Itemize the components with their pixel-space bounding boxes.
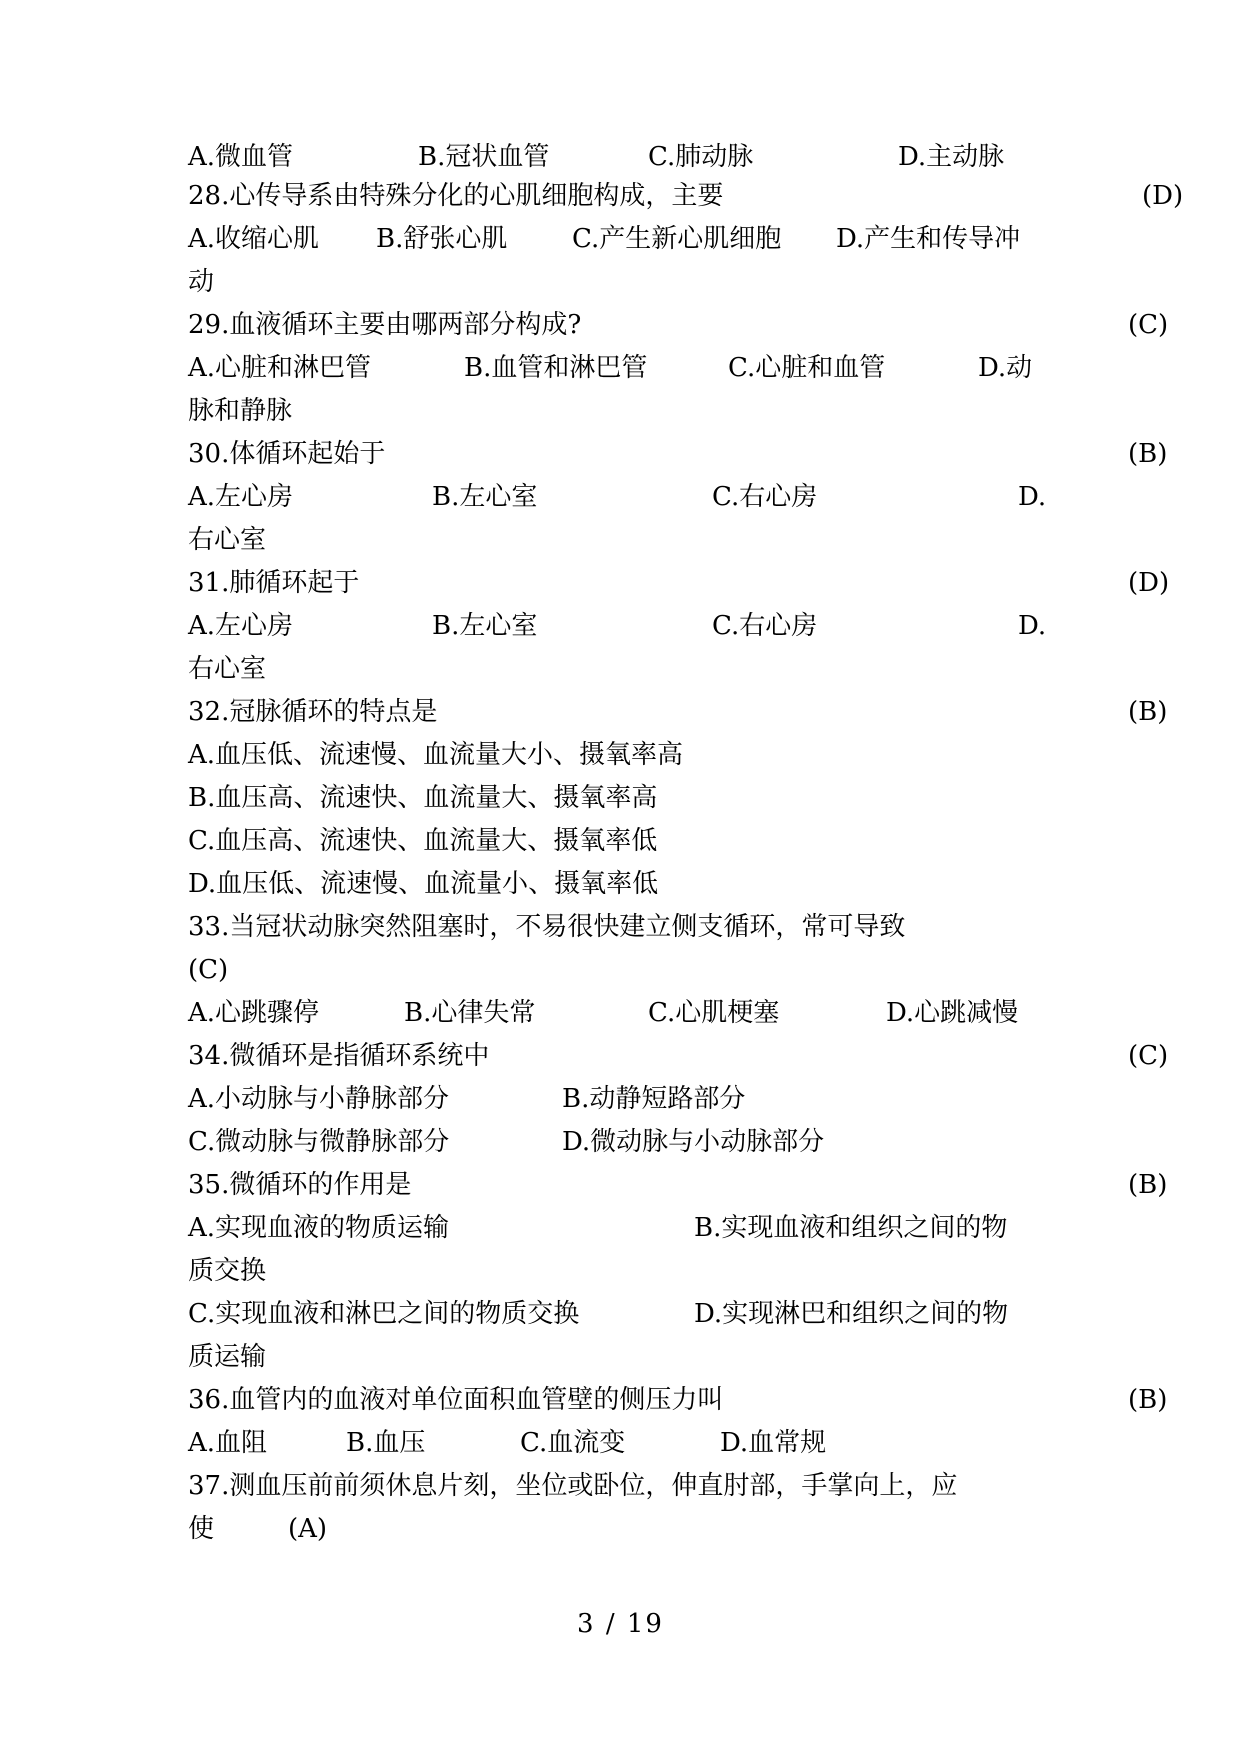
option-b: B.左心室	[432, 611, 538, 641]
question-30	[188, 434, 1058, 474]
question-text: 37.测血压前前须休息片刻，坐位或卧位，伸直肘部，手掌向上，应	[188, 1471, 958, 1501]
answer-31: (D)	[1128, 568, 1170, 598]
option-continuation	[188, 1251, 1058, 1291]
option-continuation	[188, 391, 1058, 431]
option-b	[188, 778, 1058, 818]
option-row	[188, 477, 1058, 517]
continuation-text: 使	[188, 1514, 215, 1544]
answer-28: (D)	[1142, 181, 1184, 211]
question-text: 36.血管内的血液对单位面积血管壁的侧压力叫	[188, 1385, 724, 1415]
option-b: B.动静短路部分	[562, 1084, 746, 1114]
option-b: B.舒张心肌	[376, 224, 508, 254]
option-d	[188, 864, 1058, 904]
option-a: A.心脏和淋巴管	[188, 353, 372, 383]
option-d: D.微动脉与小动脉部分	[562, 1127, 825, 1157]
option-text: A.血压低、流速慢、血流量大小、摄氧率高	[188, 740, 684, 770]
option-c: C.心肌梗塞	[648, 998, 780, 1028]
option-continuation	[188, 649, 1058, 689]
question-28	[188, 176, 1058, 216]
answer-33: (C)	[188, 955, 229, 985]
answer-35: (B)	[1128, 1170, 1168, 1200]
option-a: A.小动脉与小静脉部分	[188, 1084, 450, 1114]
option-row	[188, 137, 1058, 177]
option-a: A.心跳骤停	[188, 998, 320, 1028]
option-a: A.实现血液的物质运输	[188, 1213, 450, 1243]
answer-37: (A)	[288, 1514, 328, 1544]
question-text: 30.体循环起始于	[188, 439, 386, 469]
question-text: 33.当冠状动脉突然阻塞时，不易很快建立侧支循环，常可导致	[188, 912, 906, 942]
question-36	[188, 1380, 1058, 1420]
continuation-text: 右心室	[188, 654, 267, 684]
option-text: D.血压低、流速慢、血流量小、摄氧率低	[188, 869, 659, 899]
question-text: 28.心传导系由特殊分化的心肌细胞构成，主要	[188, 181, 724, 211]
option-c: C.产生新心肌细胞	[572, 224, 782, 254]
option-continuation	[188, 1337, 1058, 1377]
question-text: 29.血液循环主要由哪两部分构成?	[188, 310, 582, 340]
continuation-text: 脉和静脉	[188, 396, 293, 426]
option-a: A.血阻	[188, 1428, 268, 1458]
continuation-text: 质运输	[188, 1342, 267, 1372]
page-number: 3 / 19	[577, 1609, 664, 1639]
question-31	[188, 563, 1058, 603]
question-continuation	[188, 1509, 1058, 1549]
option-b: B.心律失常	[404, 998, 536, 1028]
question-continuation	[188, 950, 1058, 990]
option-d: D.实现淋巴和组织之间的物	[694, 1299, 1009, 1329]
option-c: C.微动脉与微静脉部分	[188, 1127, 450, 1157]
question-37	[188, 1466, 1058, 1506]
option-c: C.心脏和血管	[728, 353, 886, 383]
option-b: B.血压	[346, 1428, 426, 1458]
option-row	[188, 1423, 1058, 1463]
option-text: B.血压高、流速快、血流量大、摄氧率高	[188, 783, 658, 813]
answer-30: (B)	[1128, 439, 1168, 469]
option-row	[188, 348, 1058, 388]
question-34	[188, 1036, 1058, 1076]
option-row	[188, 1122, 1058, 1162]
option-c: C.实现血液和淋巴之间的物质交换	[188, 1299, 580, 1329]
option-c: C.血流变	[520, 1428, 626, 1458]
question-35	[188, 1165, 1058, 1205]
option-d: D.血常规	[720, 1428, 827, 1458]
option-a: A.左心房	[188, 482, 294, 512]
option-c: C.肺动脉	[648, 142, 754, 172]
option-row	[188, 1208, 1058, 1248]
option-text: C.血压高、流速快、血流量大、摄氧率低	[188, 826, 658, 856]
question-29	[188, 305, 1058, 345]
option-d: D.心跳减慢	[886, 998, 1019, 1028]
option-row	[188, 1079, 1058, 1119]
option-b: B.血管和淋巴管	[464, 353, 648, 383]
question-text: 31.肺循环起于	[188, 568, 360, 598]
option-c	[188, 821, 1058, 861]
option-d: D.产生和传导冲	[836, 224, 1021, 254]
option-row	[188, 993, 1058, 1033]
option-a: A.收缩心肌	[188, 224, 320, 254]
answer-32: (B)	[1128, 697, 1168, 727]
question-33	[188, 907, 1058, 947]
option-b: B.实现血液和组织之间的物	[694, 1213, 1008, 1243]
option-d: D.	[1018, 611, 1047, 641]
continuation-text: 质交换	[188, 1256, 267, 1286]
continuation-text: 右心室	[188, 525, 267, 555]
option-row	[188, 606, 1058, 646]
option-d: D.动	[978, 353, 1033, 383]
option-d: D.主动脉	[898, 142, 1005, 172]
option-a: A.微血管	[188, 142, 294, 172]
option-row	[188, 1294, 1058, 1334]
question-text: 32.冠脉循环的特点是	[188, 697, 438, 727]
option-a: A.左心房	[188, 611, 294, 641]
option-a	[188, 735, 1058, 775]
question-text: 35.微循环的作用是	[188, 1170, 412, 1200]
answer-34: (C)	[1128, 1041, 1169, 1071]
option-c: C.右心房	[712, 611, 818, 641]
option-b: B.冠状血管	[418, 142, 550, 172]
continuation-text: 动	[188, 267, 215, 297]
answer-36: (B)	[1128, 1385, 1168, 1415]
option-d: D.	[1018, 482, 1047, 512]
answer-29: (C)	[1128, 310, 1169, 340]
option-continuation	[188, 262, 1058, 302]
option-row	[188, 219, 1058, 259]
question-32	[188, 692, 1058, 732]
option-c: C.右心房	[712, 482, 818, 512]
option-continuation	[188, 520, 1058, 560]
question-text: 34.微循环是指循环系统中	[188, 1041, 490, 1071]
option-b: B.左心室	[432, 482, 538, 512]
